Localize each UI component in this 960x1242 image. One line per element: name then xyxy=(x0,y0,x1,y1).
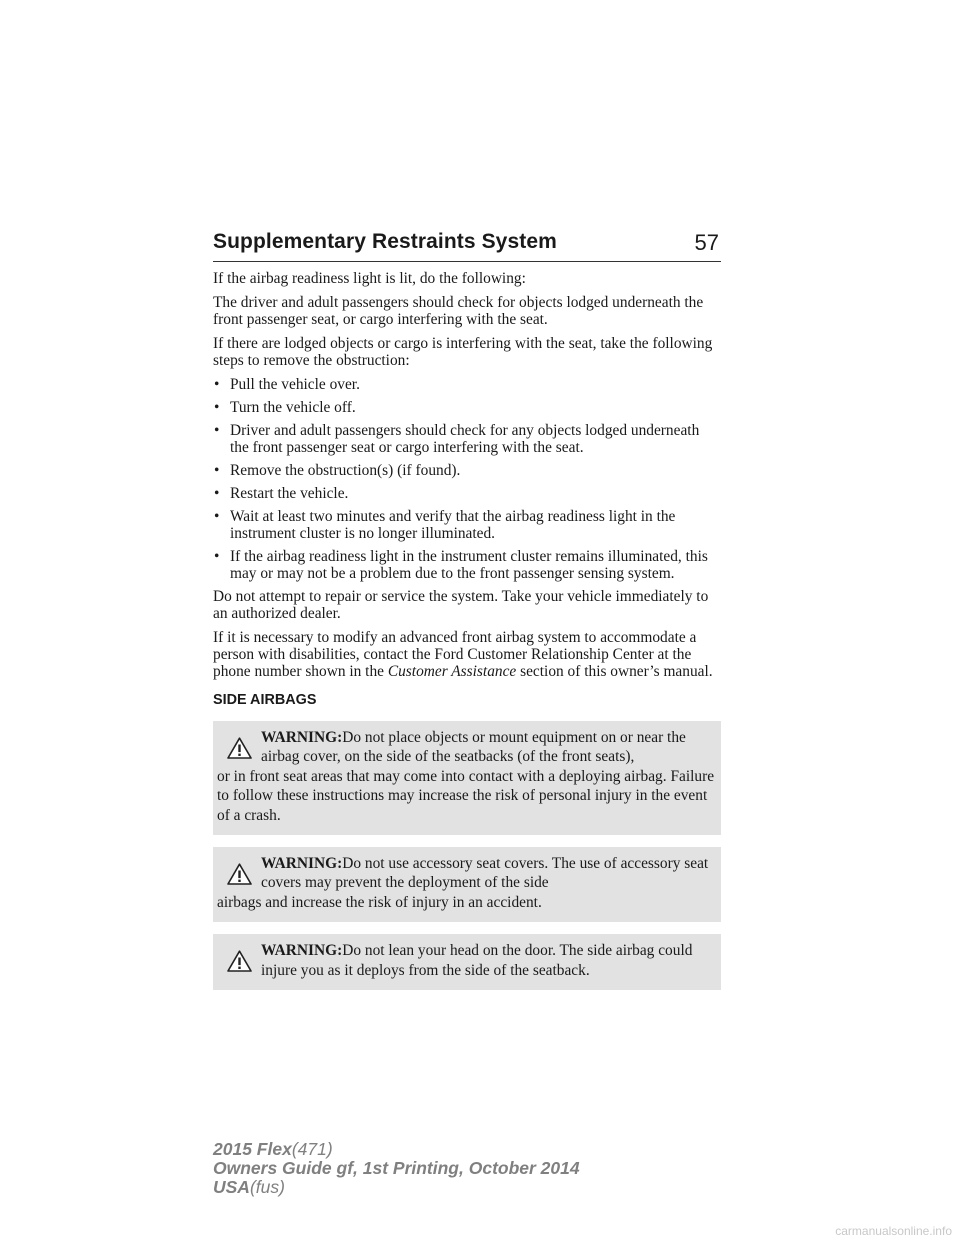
list-item: • Wait at least two minutes and verify that the airbag readiness light in the instrument cluster is no longer illuminated. xyxy=(213,508,721,542)
warning-text: Do not use accessory seat covers. The use of accessory seat covers may prevent the deployment of the side xyxy=(261,855,709,892)
intro-paragraph-2: The driver and adult passengers should check for objects lodged underneath the front passenger seat, or cargo interfering with the seat. xyxy=(213,294,704,328)
page-header xyxy=(213,228,721,262)
page-number: 57 xyxy=(694,230,719,255)
modification-text: If it is necessary to modify an advanced front airbag system to accommodate a person with disabilities, contact the Ford Customer Relationship Center at the phone number shown in the xyxy=(213,629,697,680)
footer-printing: Owners Guide gf, 1st Printing, October 2014 xyxy=(213,1158,580,1178)
list-item: • Driver and adult passengers should check for any objects lodged underneath the front passenger seat or cargo interfering with the seat. xyxy=(213,422,721,456)
warning-box xyxy=(213,934,721,990)
modification-paragraph xyxy=(213,629,721,680)
modification-text-end: section of this owner’s manual. xyxy=(520,663,713,680)
warning-label: WARNING: xyxy=(261,729,343,746)
list-item: • Pull the vehicle over. xyxy=(213,376,721,393)
footer-model: 2015 Flex xyxy=(213,1139,292,1159)
site-watermark: carmanualsonline.info xyxy=(835,1224,952,1238)
intro-paragraph-1: If the airbag readiness light is lit, do the following: xyxy=(213,270,526,287)
warning-triangle-icon xyxy=(217,854,261,892)
customer-assistance-reference: Customer Assistance xyxy=(387,663,517,680)
section-heading-side-airbags: SIDE AIRBAGS xyxy=(213,692,317,708)
page-title: Supplementary Restraints System xyxy=(213,230,557,253)
footer-market-code: (fus) xyxy=(249,1177,285,1197)
page-content xyxy=(213,270,721,1002)
warning-text: Do not place objects or mount equipment on or near the airbag cover, on the side of the seatbacks (of the front seats), xyxy=(261,729,686,766)
footer-market: USA xyxy=(213,1177,250,1197)
warning-box xyxy=(213,847,721,922)
list-item: • If the airbag readiness light in the instrument cluster remains illuminated, this may or may not be a problem due to the front passenger sensing system. xyxy=(213,548,721,582)
warning-triangle-icon xyxy=(217,728,261,766)
intro-paragraph-3: If there are lodged objects or cargo is interfering with the seat, take the following steps to remove the obstruction: xyxy=(213,335,713,369)
warning-triangle-icon xyxy=(217,941,261,979)
list-item: • Restart the vehicle. xyxy=(213,485,721,502)
list-item: • Remove the obstruction(s) (if found). xyxy=(213,462,721,479)
warning-text-continued: or in front seat areas that may come into contact with a deploying airbag. Failure to follow these instructions may increase the risk of personal injury in the event of a crash. xyxy=(217,767,715,824)
warning-label: WARNING: xyxy=(261,942,343,960)
list-item: • Turn the vehicle off. xyxy=(213,399,721,416)
warning-box xyxy=(213,721,721,835)
warning-label: WARNING: xyxy=(261,855,343,873)
footer-model-code: (471) xyxy=(291,1139,333,1159)
obstruction-steps-list xyxy=(213,376,721,582)
dealer-paragraph: Do not attempt to repair or service the system. Take your vehicle immediately to an authorized dealer. xyxy=(213,588,709,622)
warning-text-continued: airbags and increase the risk of injury in an accident. xyxy=(217,893,542,911)
print-footer xyxy=(213,1140,580,1197)
warning-text: Do not lean your head on the door. The side airbag could injure you as it deploys from the side of the seatback. xyxy=(261,942,693,979)
